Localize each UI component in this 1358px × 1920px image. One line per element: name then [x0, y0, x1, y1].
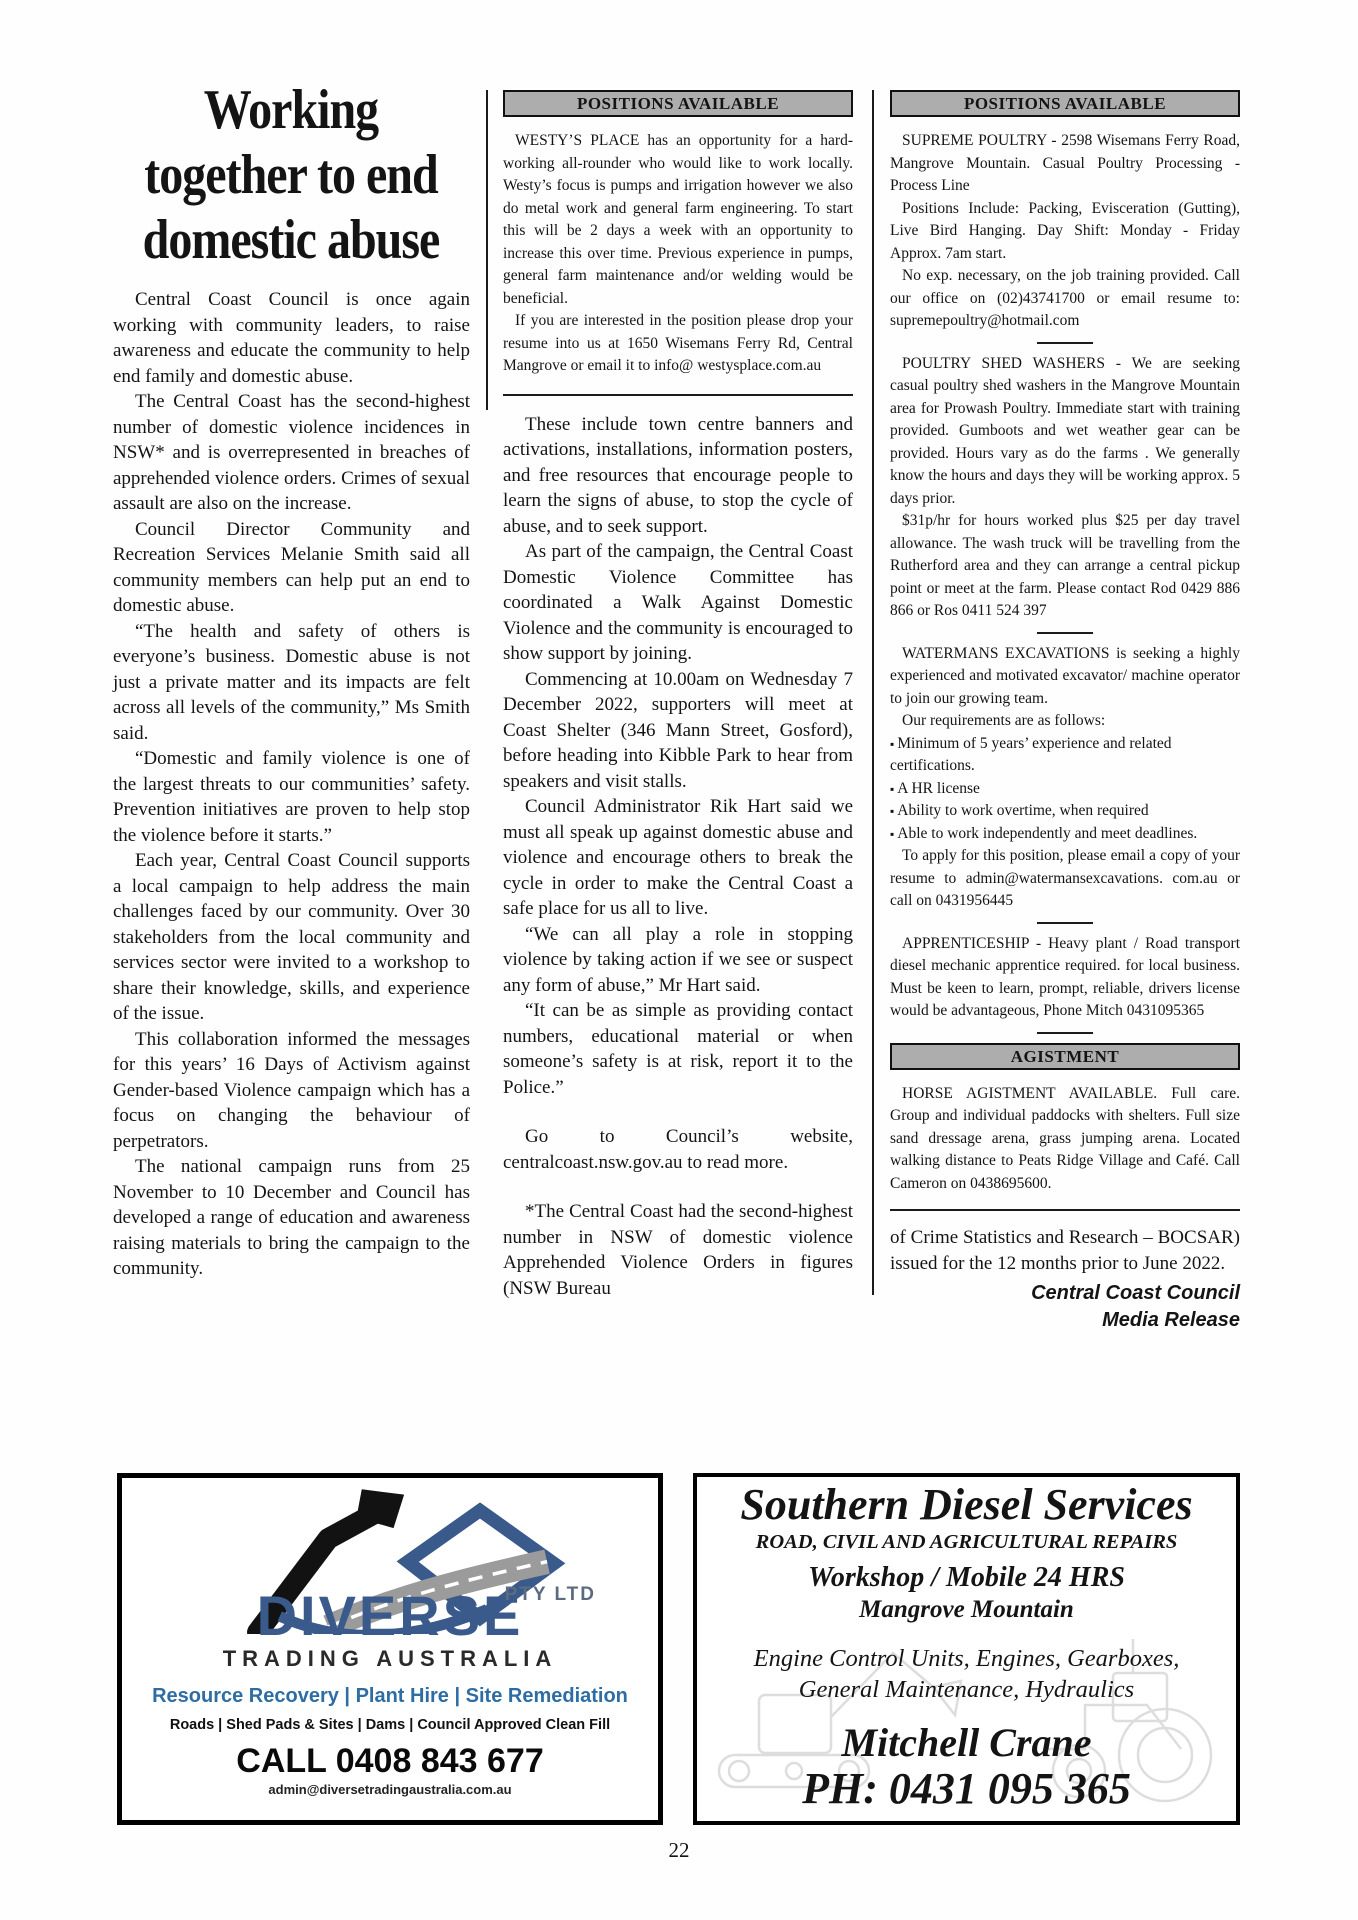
article-column-2	[503, 90, 853, 1301]
agistment-header: AGISTMENT	[890, 1043, 1240, 1070]
article-paragraph: Central Coast Council is once again working with community leaders, to raise awareness and educate the community to help end family and domestic abuse.	[113, 289, 470, 387]
article-column-1	[113, 287, 470, 1282]
byline-line: Media Release	[1102, 1309, 1240, 1331]
positions-available-header: POSITIONS AVAILABLE	[890, 90, 1240, 117]
headline-line: together to end	[144, 144, 438, 206]
article-paragraph: The national campaign runs from 25 November to 10 December and Council has developed a range of education and awareness raising materials to bring the campaign to the community.	[113, 1156, 470, 1279]
article-paragraph: These include town centre banners and activations, installations, information posters, and free resources that encourage people to learn the signs of abuse, to stop the cycle of abuse, and to seek support.	[503, 413, 853, 537]
article-paragraph: The Central Coast has the second-highest number of domestic violence incidences in NSW* and is overrepresented in breaches of apprehended violence orders. Crimes of sexual assault are also on the increase.	[113, 391, 470, 514]
southern-title: Southern Diesel Services	[740, 1480, 1193, 1529]
classifieds-column	[890, 90, 1240, 1334]
byline-line: Central Coast Council	[1031, 1282, 1240, 1304]
article-headline	[107, 78, 475, 273]
classified-ad-horse-agistment: HORSE AGISTMENT AVAILABLE. Full care. Group and individual paddocks with shelters. Full size sand dressage arena, grass jumping arena. Located walking distance to Peats Ridge Village and Café. Call Cameron on 0438695600.	[890, 1084, 1240, 1192]
section-rule	[503, 394, 853, 396]
southern-contact-name: Mitchell Crane	[841, 1720, 1092, 1765]
classified-ad-apprenticeship: APPRENTICESHIP - Heavy plant / Road transport diesel mechanic apprentice required. for local business. Must be keen to learn, prompt, reliable, drivers license would be advantageous, Phone Mitch 0431095365	[890, 934, 1240, 1019]
article-paragraph: As part of the campaign, the Central Coast Domestic Violence Committee has coordinated a Walk Against Domestic Violence and the community is encouraged to show support by joining.	[503, 541, 853, 664]
article-paragraph: Council Director Community and Recreation Services Melanie Smith said all community members can help put an end to domestic abuse.	[113, 518, 470, 616]
classified-ad-supreme-poultry: No exp. necessary, on the job training provided. Call our office on (02)43741700 or email resume to: supremepoultry@hotmail.com	[890, 267, 1240, 329]
diverse-brand-subname: TRADING AUSTRALIA	[222, 1646, 558, 1671]
southern-diesel-ad	[693, 1473, 1240, 1825]
article-paragraph: Council Administrator Rik Hart said we must all speak up against domestic abuse and violence and encourage others to break the cycle in order to make the Central Coast a safe place for us all to live.	[503, 796, 853, 919]
diverse-services-line: Roads | Shed Pads & Sites | Dams | Council Approved Clean Fill	[169, 1717, 611, 1733]
diverse-email: admin@diversetradingaustralia.com.au	[268, 1782, 512, 1797]
southern-location-line: Mangrove Mountain	[859, 1596, 1074, 1623]
classified-ad-supreme-poultry: SUPREME POULTRY - 2598 Wisemans Ferry Road, Mangrove Mountain. Casual Poultry Processing - Process Line	[890, 132, 1240, 194]
classified-divider	[1037, 632, 1093, 634]
classified-ad-westys: WESTY’S PLACE has an opportunity for a hard-working all-rounder who would like to work locally. Westy’s focus is pumps and irrigation however we also do metal work and general farm engineering. To start this will be 2 days a week with an opportunity to increase this over time. Previous experience in pumps, general farm maintenance and/or welding would be beneficial.	[503, 132, 853, 307]
article-paragraph: Each year, Central Coast Council supports a local campaign to help address the main challenges faced by our community. Over 30 stakeholders from the local community and services sector were invited to a workshop to share their knowledge, skills, and experience of the issue.	[113, 850, 470, 1024]
watermans-requirement-item: ▪ A HR license	[890, 778, 1240, 801]
diverse-ptyltd-label: PTY LTD	[504, 1584, 596, 1605]
classified-divider	[1037, 1032, 1093, 1034]
diverse-brand-name: DIVERSE	[256, 1584, 524, 1647]
southern-services	[697, 1643, 1236, 1705]
page-number: 22	[668, 1838, 690, 1862]
classified-ad-supreme-poultry: Positions Include: Packing, Evisceration (Gutting), Live Bird Hanging. Day Shift: Monday - Friday Approx. 7am start.	[890, 199, 1240, 262]
headline-line: Working	[203, 79, 379, 141]
council-website-paragraph: Go to Council’s website, centralcoast.nsw.gov.au to read more.	[503, 1126, 853, 1173]
classified-ad-poultry-shed-washers: $31p/hr for hours worked plus $25 per day travel allowance. The wash truck will be travelling from the Rutherford area and they can arrange a central pickup point or meet at the farm. Please contact Rod 0429 886 866 or Ros 0411 524 397	[890, 512, 1240, 619]
classified-ad-watermans: WATERMANS EXCAVATIONS is seeking a highly experienced and motivated excavator/ machine operator to join our growing team.	[890, 644, 1240, 707]
classified-ad-westys: If you are interested in the position please drop your resume into us at 1650 Wisemans Ferry Rd, Central Mangrove or email it to info@ westysplace.com.au	[503, 312, 853, 374]
watermans-requirement-item: ▪ Ability to work overtime, when required	[890, 800, 1240, 823]
article-paragraph: “We can all play a role in stopping violence by taking action if we see or suspect any form of abuse,” Mr Hart said.	[503, 923, 853, 996]
article-paragraph: This collaboration informed the messages for this years’ 16 Days of Activism against Gender-based Violence campaign which has a focus on changing the behaviour of perpetrators.	[113, 1028, 470, 1152]
column-divider	[486, 90, 488, 410]
diverse-tagline: Resource Recovery | Plant Hire | Site Remediation	[152, 1685, 628, 1707]
southern-services-line: Engine Control Units, Engines, Gearboxes,	[753, 1645, 1180, 1672]
diverse-phone: CALL 0408 843 677	[236, 1742, 544, 1780]
classified-divider	[1037, 922, 1093, 924]
column-divider	[872, 90, 874, 1295]
classified-ad-poultry-shed-washers: POULTRY SHED WASHERS - We are seeking casual poultry shed washers in the Mangrove Mountain area for Prowash Poultry. Immediate start with training provided. Gumboots and wet weather gear can be provided. Hours vary as do the farms . We generally know the hours and days they will be working approx. 5 days prior.	[890, 354, 1240, 507]
footnote-paragraph: *The Central Coast had the second-highest number in NSW of domestic violence Apprehended Violence Orders in figures (NSW Bureau	[503, 1201, 853, 1299]
watermans-requirements-label: Our requirements are as follows:	[902, 712, 1106, 729]
southern-subtitle: ROAD, CIVIL AND AGRICULTURAL REPAIRS	[755, 1531, 1178, 1553]
article-paragraph: “Domestic and family violence is one of the largest threats to our communities’ safety. Prevention initiatives are proven to help stop the violence before it starts.”	[113, 748, 470, 846]
positions-available-header: POSITIONS AVAILABLE	[503, 90, 853, 117]
article-paragraph: Commencing at 10.00am on Wednesday 7 December 2022, supporters will meet at Coast Shelter (346 Mann Street, Gosford), before heading into Kibble Park to hear from speakers and visit stalls.	[503, 668, 853, 792]
watermans-requirement-item: ▪ Able to work independently and meet deadlines.	[890, 823, 1240, 846]
watermans-apply-paragraph: To apply for this position, please email a copy of your resume to admin@watermansexcavations. com.au or call on 0431956445	[890, 847, 1240, 909]
article-paragraph: “The health and safety of others is everyone’s business. Domestic abuse is not just a private matter and its impacts are felt across all levels of the community,” Ms Smith said.	[113, 620, 470, 744]
southern-workshop-line: Workshop / Mobile 24 HRS	[808, 1562, 1125, 1593]
article-paragraph: “It can be as simple as providing contact numbers, educational material or when someone’s safety is at risk, report it to the Police.”	[503, 1000, 853, 1098]
watermans-requirement-item: ▪ Minimum of 5 years’ experience and related certifications.	[890, 733, 1240, 778]
classified-divider	[1037, 342, 1093, 344]
footnote-continuation: of Crime Statistics and Research – BOCSAR) issued for the 12 months prior to June 2022.	[890, 1227, 1240, 1274]
headline-line: domestic abuse	[142, 209, 440, 271]
section-rule	[890, 1209, 1240, 1211]
southern-services-line: General Maintenance, Hydraulics	[798, 1676, 1135, 1703]
southern-phone: PH: 0431 095 365	[802, 1764, 1131, 1813]
media-release-byline	[890, 1280, 1240, 1334]
diverse-trading-ad	[117, 1473, 663, 1825]
